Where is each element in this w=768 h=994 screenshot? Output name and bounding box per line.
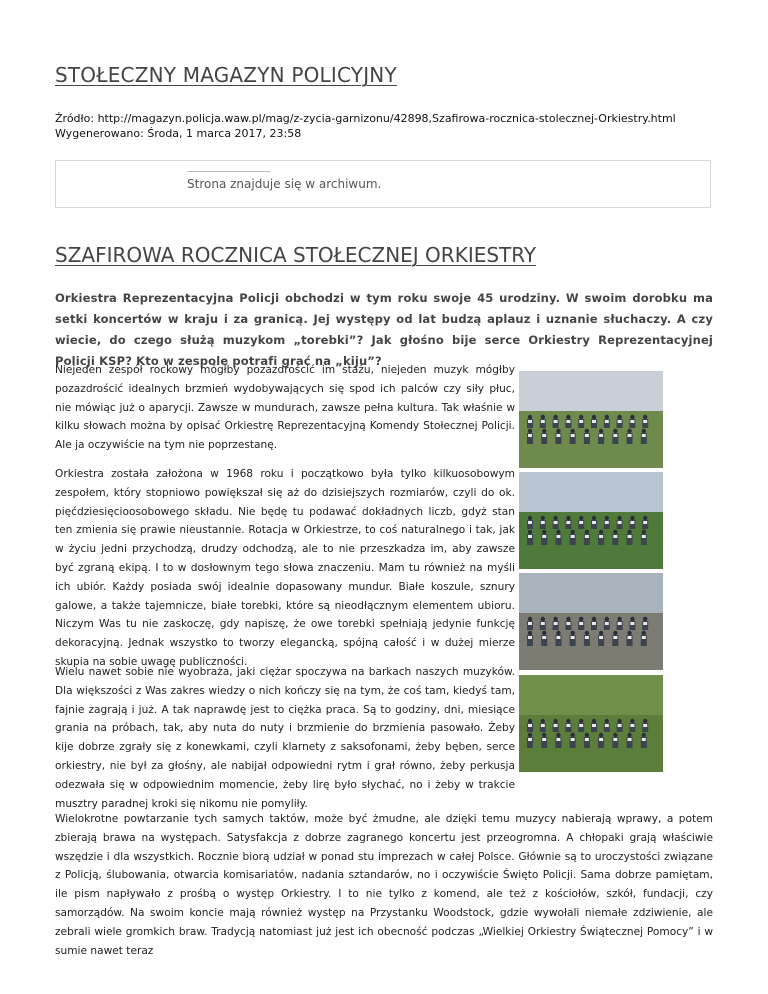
musician-cap	[579, 617, 583, 621]
musician-shirt	[528, 420, 532, 423]
musician-cap	[613, 733, 617, 737]
musician-shirt	[605, 724, 609, 727]
musician-cap	[613, 530, 617, 534]
musician-cap	[556, 631, 560, 635]
article-title[interactable]: SZAFIROWA ROCZNICA STOŁECZNEJ ORKIESTRY	[55, 243, 537, 267]
musician-shirt	[643, 724, 647, 727]
musician-cap	[630, 617, 634, 621]
musician-shirt	[592, 420, 596, 423]
musician-cap	[556, 733, 560, 737]
musician-cap	[630, 516, 634, 520]
musician-shirt	[613, 636, 617, 639]
musician-cap	[528, 429, 532, 433]
musician-shirt	[554, 420, 558, 423]
musician-shirt	[585, 636, 589, 639]
photo-background	[519, 675, 663, 715]
musician-cap	[528, 719, 532, 723]
photo-background	[519, 472, 663, 512]
musician-cap	[605, 516, 609, 520]
musician-cap	[570, 530, 574, 534]
musician-cap	[627, 429, 631, 433]
musician-shirt	[556, 434, 560, 437]
musician-cap	[553, 617, 557, 621]
musician-cap	[528, 631, 532, 635]
musician-cap	[528, 617, 532, 621]
musician-shirt	[643, 521, 647, 524]
article-paragraph: Orkiestra została założona w 1968 roku i początkowo była tylko kilkuosobowym zespołem, który stopniowo powiększał się aż do dzisiejszych rozmiarów, czyli do ok. pięćdziesięcioosobowego składu. Nie będę tu podawać dokładnych liczb, gdyż stan ten zmienia się prawie nieustannie. Rotacja w Orkiestrze, to coś naturalnego i tak, jak w życiu jedni przychodzą, drudzy odchodzą, ale to nie przeszkadza im, aby zawsze być zgraną ekipą. I to w dosłownym tego słowa znaczeniu. Mam tu również na myśli ich ubiór. Każdy posiada swój idealnie dopasowany mundur. Białe koszule, sznury galowe, a także tajemnicze, białe torebki, które są nieodłącznym elementem ubioru. Niczym Was tu nie zaskoczę, gdy napiszę, że owe torebki spełniają jedynie funkcję dekoracyjną. Jednak wszystko to tworzy elegancką, spójną całość i w dużej mierze skupia na sobie uwagę publiczności.	[55, 468, 515, 668]
musician-cap	[643, 617, 647, 621]
musician-shirt	[605, 521, 609, 524]
musician-shirt	[541, 622, 545, 625]
musician-shirt	[528, 636, 532, 639]
musician-shirt	[599, 738, 603, 741]
musician-cap	[585, 429, 589, 433]
musician-shirt	[556, 535, 560, 538]
musician-shirt	[613, 738, 617, 741]
musician-cap	[566, 415, 570, 419]
musician-shirt	[542, 636, 546, 639]
musician-cap	[643, 415, 647, 419]
musician-shirt	[571, 535, 575, 538]
band-photo-image	[519, 371, 663, 468]
musician-shirt	[579, 724, 583, 727]
musician-shirt	[528, 535, 532, 538]
musician-shirt	[542, 738, 546, 741]
musician-cap	[642, 733, 646, 737]
musician-shirt	[585, 434, 589, 437]
musician-cap	[542, 631, 546, 635]
musician-shirt	[592, 521, 596, 524]
article-paragraph: Wielokrotne powtarzanie tych samych taktów, może być żmudne, ale dzięki temu muzycy nabierają wprawy, a potem zbierają brawa na występach. Satysfakcja z dobrze zagranego koncertu jest przeogromna. A chłopaki grają właściwie wszędzie i dla wszystkich. Rocznie biorą udział w ponad stu imprezach w całej Polsce. Głównie są to uroczystości związane z Policją, ślubowania, otwarcia komisariatów, nadania sztandarów, no i oczywiście Święto Policji. Sama dobrze pamiętam, ile pism napływało z prośbą o występ Orkiestry. I to nie tylko z komend, ale też z kościołów, szkół, fundacji, czy samorządów. Na swoim koncie mają również występ na Przystanku Woodstock, gdzie wywołali niemałe zdziwienie, ale zebrali wiele gromkich braw. Tradycją natomiast już jest ich obecność podczas „Wielkiej Orkiestry Świątecznej Pomocy” i w sumie nawet teraz	[55, 813, 713, 957]
band-photo-image	[519, 472, 663, 569]
musician-cap	[528, 415, 532, 419]
musician-cap	[627, 733, 631, 737]
musician-cap	[605, 617, 609, 621]
musician-cap	[585, 530, 589, 534]
musician-shirt	[618, 724, 622, 727]
musician-shirt	[554, 521, 558, 524]
musician-shirt	[541, 724, 545, 727]
musician-cap	[570, 631, 574, 635]
source-url: Źródło: http://magazyn.policja.waw.pl/mag/z-zycia-garnizonu/42898,Szafirowa-rocznica-stolecznej-Orkiestry.html	[55, 112, 676, 125]
musician-shirt	[542, 434, 546, 437]
musician-cap	[570, 733, 574, 737]
musician-shirt	[541, 521, 545, 524]
musician-cap	[613, 429, 617, 433]
musician-cap	[579, 415, 583, 419]
musician-cap	[542, 429, 546, 433]
musician-cap	[566, 719, 570, 723]
musician-cap	[627, 631, 631, 635]
musician-shirt	[618, 622, 622, 625]
musician-shirt	[592, 724, 596, 727]
band-photo-1[interactable]	[519, 371, 663, 468]
musician-shirt	[566, 724, 570, 727]
musician-cap	[642, 429, 646, 433]
musician-cap	[592, 719, 596, 723]
musician-cap	[556, 530, 560, 534]
musician-cap	[553, 516, 557, 520]
site-title[interactable]: STOŁECZNY MAGAZYN POLICYJNY	[55, 63, 397, 87]
musician-shirt	[605, 420, 609, 423]
musician-cap	[579, 719, 583, 723]
musician-shirt	[643, 622, 647, 625]
musician-cap	[613, 631, 617, 635]
musician-cap	[630, 415, 634, 419]
musician-cap	[553, 415, 557, 419]
musician-cap	[541, 415, 545, 419]
band-photo-2[interactable]	[519, 472, 663, 569]
musician-shirt	[628, 636, 632, 639]
musician-cap	[556, 429, 560, 433]
article-paragraph: Wielu nawet sobie nie wyobraża, jaki ciężar spoczywa na barkach naszych muzyków. Dla większości z Was zakres wiedzy o nich kończy się na tym, że coś tam, kiedyś tam, fajnie zagrają i już. A tak naprawdę jest to ciężka praca. Są to godziny, dni, miesiące grania na próbach, tak, aby nuta do nuty i brzmienie do brzmienia pasowało. Żeby kije dobrze zgrały się z konewkami, czyli klarnety z saksofonami, żeby bęben, serce orkiestry, nie był za głośny, ale nabijał odpowiedni rytm i grał równo, żeby perkusja odezwała się w odpowiednim momencie, żeby lirę było słychać, no i żeby w trakcie musztry paradnej kroki się nikomu nie pomyliły.	[55, 666, 515, 810]
archive-divider	[187, 171, 270, 172]
musician-shirt	[599, 535, 603, 538]
musician-shirt	[528, 738, 532, 741]
musician-shirt	[554, 622, 558, 625]
archive-notice-box	[55, 160, 711, 208]
musician-shirt	[605, 622, 609, 625]
musician-shirt	[585, 738, 589, 741]
musician-shirt	[642, 434, 646, 437]
musician-cap	[617, 415, 621, 419]
generated-date: Wygenerowano: Środa, 1 marca 2017, 23:58	[55, 127, 302, 140]
musician-shirt	[630, 724, 634, 727]
musician-cap	[528, 516, 532, 520]
musician-shirt	[556, 636, 560, 639]
musician-cap	[642, 530, 646, 534]
musician-shirt	[592, 622, 596, 625]
musician-cap	[566, 617, 570, 621]
musician-shirt	[571, 434, 575, 437]
musician-shirt	[630, 521, 634, 524]
band-photo-4[interactable]	[519, 675, 663, 772]
musician-shirt	[528, 434, 532, 437]
musician-cap	[528, 530, 532, 534]
musician-shirt	[630, 622, 634, 625]
musician-shirt	[566, 420, 570, 423]
musician-shirt	[579, 622, 583, 625]
musician-cap	[630, 719, 634, 723]
musician-cap	[585, 733, 589, 737]
musician-cap	[542, 530, 546, 534]
musician-shirt	[628, 434, 632, 437]
musician-shirt	[642, 738, 646, 741]
musician-cap	[592, 516, 596, 520]
musician-shirt	[630, 420, 634, 423]
photo-background	[519, 573, 663, 613]
musician-shirt	[566, 622, 570, 625]
musician-cap	[643, 719, 647, 723]
musician-cap	[592, 415, 596, 419]
musician-cap	[566, 516, 570, 520]
musician-cap	[599, 530, 603, 534]
band-photo-image	[519, 573, 663, 670]
musician-shirt	[599, 636, 603, 639]
musician-cap	[599, 631, 603, 635]
musician-shirt	[642, 636, 646, 639]
musician-shirt	[642, 535, 646, 538]
musician-shirt	[542, 535, 546, 538]
musician-shirt	[571, 738, 575, 741]
band-photo-3[interactable]	[519, 573, 663, 670]
musician-shirt	[585, 535, 589, 538]
musician-cap	[599, 733, 603, 737]
band-photo-image	[519, 675, 663, 772]
musician-cap	[570, 429, 574, 433]
musician-cap	[627, 530, 631, 534]
archive-notice: Strona znajduje się w archiwum.	[187, 177, 382, 191]
musician-shirt	[579, 420, 583, 423]
musician-cap	[541, 617, 545, 621]
musician-shirt	[554, 724, 558, 727]
musician-shirt	[613, 535, 617, 538]
musician-shirt	[528, 622, 532, 625]
musician-cap	[599, 429, 603, 433]
musician-cap	[541, 516, 545, 520]
musician-shirt	[643, 420, 647, 423]
musician-cap	[605, 415, 609, 419]
musician-cap	[541, 719, 545, 723]
musician-shirt	[571, 636, 575, 639]
musician-shirt	[579, 521, 583, 524]
musician-shirt	[541, 420, 545, 423]
musician-cap	[617, 617, 621, 621]
musician-cap	[643, 516, 647, 520]
musician-shirt	[599, 434, 603, 437]
page-meta	[55, 111, 676, 141]
musician-cap	[605, 719, 609, 723]
musician-cap	[579, 516, 583, 520]
musician-shirt	[618, 420, 622, 423]
musician-shirt	[566, 521, 570, 524]
musician-cap	[592, 617, 596, 621]
musician-shirt	[556, 738, 560, 741]
article-paragraph: Niejeden zespół rockowy mógłby pozazdrościć im stażu, niejeden muzyk mógłby pozazdrościć idealnych brzmień wydobywających się spod ich palców czy siły płuc, nie mówiąc już o aparycji. Zawsze w mundurach, zawsze pełna kultura. Tak właśnie w kilku słowach można by opisać Orkiestrę Reprezentacyjną Komendy Stołecznej Policji. Ale ja oczywiście na tym nie poprzestanę.	[55, 364, 515, 452]
musician-cap	[542, 733, 546, 737]
article-lead: Orkiestra Reprezentacyjna Policji obchodzi w tym roku swoje 45 urodziny. W swoim dorobku ma setki koncertów w kraju i za granicą. Jej występy od lat budzą aplauz i uznanie słuchaczy. A czy wiecie, do czego służą muzykom „torebki”? Jak głośno bije serce Orkiestry Reprezentacyjnej Policji KSP? Kto w zespole potrafi grać na „kiju”?	[55, 291, 713, 368]
musician-shirt	[618, 521, 622, 524]
musician-shirt	[613, 434, 617, 437]
musician-cap	[617, 516, 621, 520]
musician-cap	[642, 631, 646, 635]
musician-cap	[553, 719, 557, 723]
photo-background	[519, 371, 663, 411]
musician-shirt	[628, 738, 632, 741]
musician-cap	[617, 719, 621, 723]
musician-cap	[585, 631, 589, 635]
musician-shirt	[528, 724, 532, 727]
musician-shirt	[628, 535, 632, 538]
musician-shirt	[528, 521, 532, 524]
musician-cap	[528, 733, 532, 737]
